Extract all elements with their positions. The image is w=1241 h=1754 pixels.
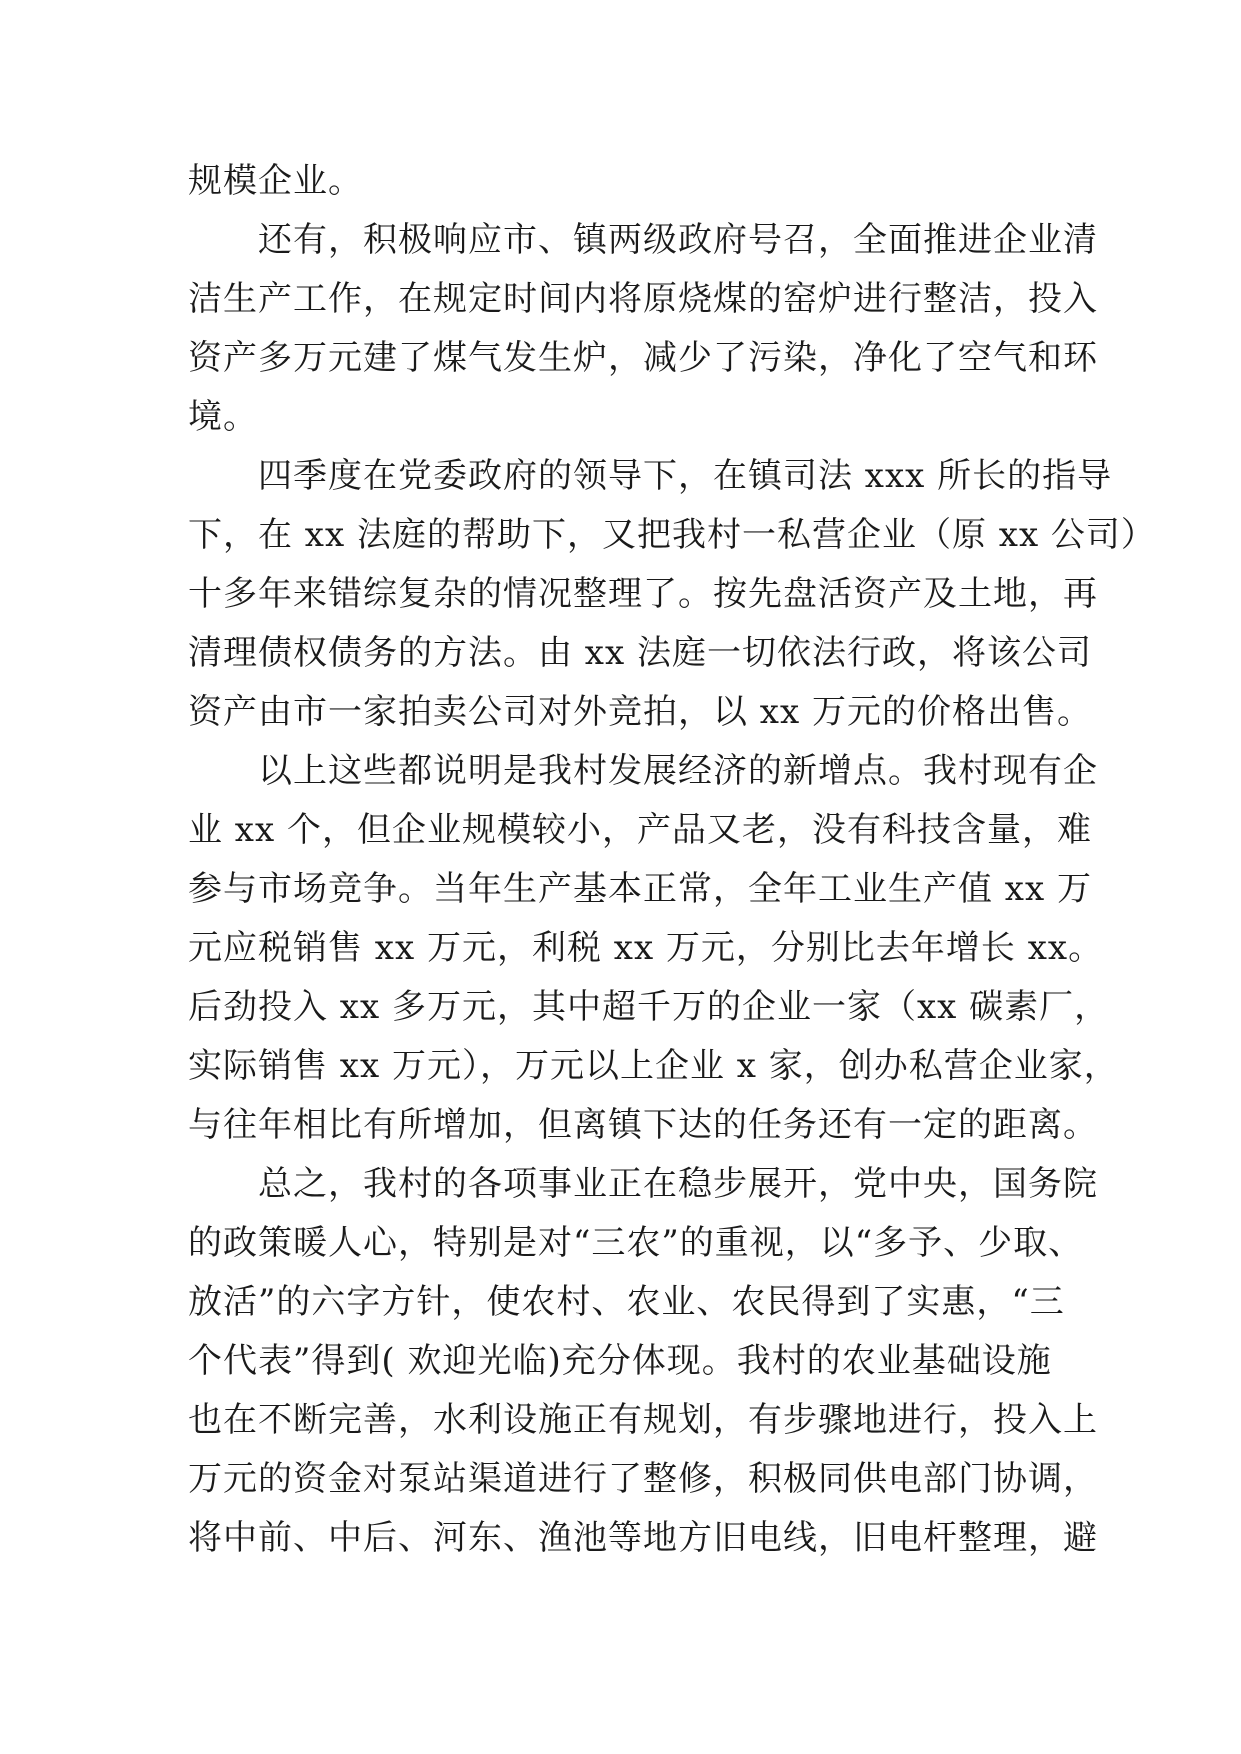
text-line: 元应税销售 xx 万元，利税 xx 万元，分别比去年增长 xx。: [188, 928, 1104, 968]
text-line: 万元的资金对泵站渠道进行了整修，积极同供电部门协调，: [188, 1459, 1098, 1499]
text-line: 后劲投入 xx 多万元，其中超千万的企业一家（xx 碳素厂，: [188, 987, 1110, 1027]
text-line: 还有，积极响应市、镇两级政府号召，全面推进企业清: [188, 220, 1098, 260]
text-line: 实际销售 xx 万元），万元以上企业 x 家，创办私营企业家，: [188, 1046, 1119, 1086]
text-line: 业 xx 个，但企业规模较小，产品又老，没有科技含量，难: [188, 810, 1092, 850]
text-line: 资产由市一家拍卖公司对外竞拍，以 xx 万元的价格出售。: [188, 692, 1092, 732]
text-line: 境。: [188, 397, 258, 437]
text-line: 洁生产工作，在规定时间内将原烧煤的窑炉进行整洁，投入: [188, 279, 1098, 319]
text-line: 总之，我村的各项事业正在稳步展开，党中央，国务院: [188, 1164, 1098, 1204]
text-line: 资产多万元建了煤气发生炉，减少了污染，净化了空气和环: [188, 338, 1098, 378]
text-line: 个代表”得到( 欢迎光临)充分体现。我村的农业基础设施: [188, 1341, 1052, 1381]
text-line: 以上这些都说明是我村发展经济的新增点。我村现有企: [188, 751, 1098, 791]
text-line: 也在不断完善，水利设施正有规划，有步骤地进行，投入上: [188, 1400, 1098, 1440]
text-line: 的政策暖人心，特别是对“三农”的重视，以“多予、少取、: [188, 1223, 1084, 1263]
text-line: 与往年相比有所增加，但离镇下达的任务还有一定的距离。: [188, 1105, 1098, 1145]
body-text: [188, 152, 1156, 1568]
text-line: 下，在 xx 法庭的帮助下，又把我村一私营企业（原 xx 公司）: [188, 515, 1156, 555]
text-line: 规模企业。: [188, 161, 363, 201]
text-line: 清理债权债务的方法。由 xx 法庭一切依法行政，将该公司: [188, 633, 1092, 673]
text-line: 放活”的六字方针，使农村、农业、农民得到了实惠，“三: [188, 1282, 1065, 1322]
text-line: 将中前、中后、河东、渔池等地方旧电线，旧电杆整理，避: [188, 1518, 1098, 1558]
text-line: 四季度在党委政府的领导下，在镇司法 xxx 所长的指导: [188, 456, 1113, 496]
text-line: 参与市场竞争。当年生产基本正常，全年工业生产值 xx 万: [188, 869, 1092, 909]
text-line: 十多年来错综复杂的情况整理了。按先盘活资产及土地，再: [188, 574, 1098, 614]
